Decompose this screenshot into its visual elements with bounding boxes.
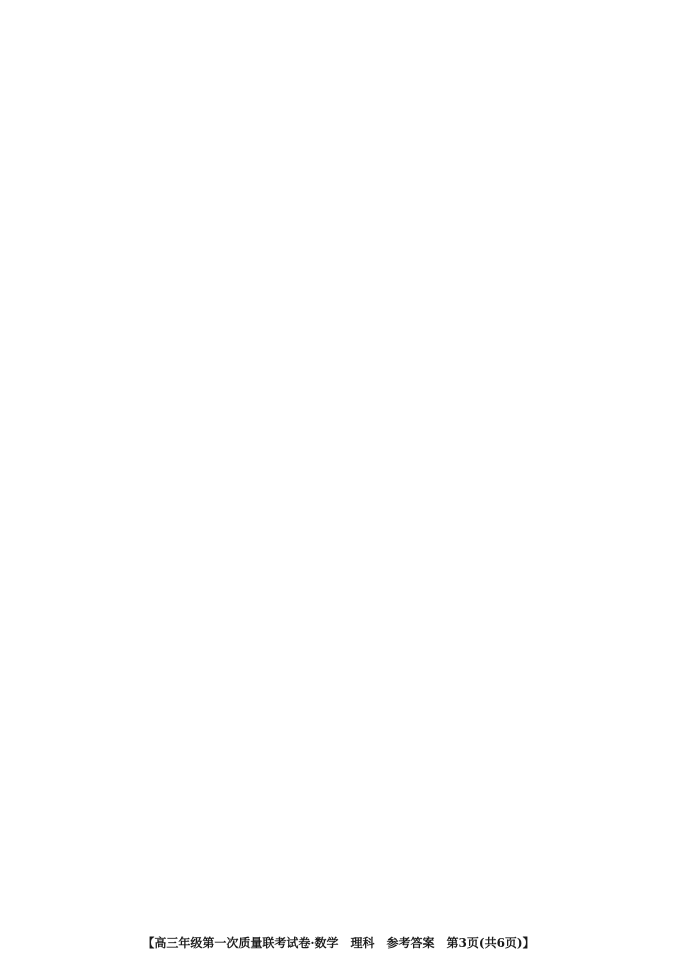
page-footer: 【高三年级第一次质量联考试卷·数学 理科 参考答案 第3页(共6页)】 [142,936,535,950]
